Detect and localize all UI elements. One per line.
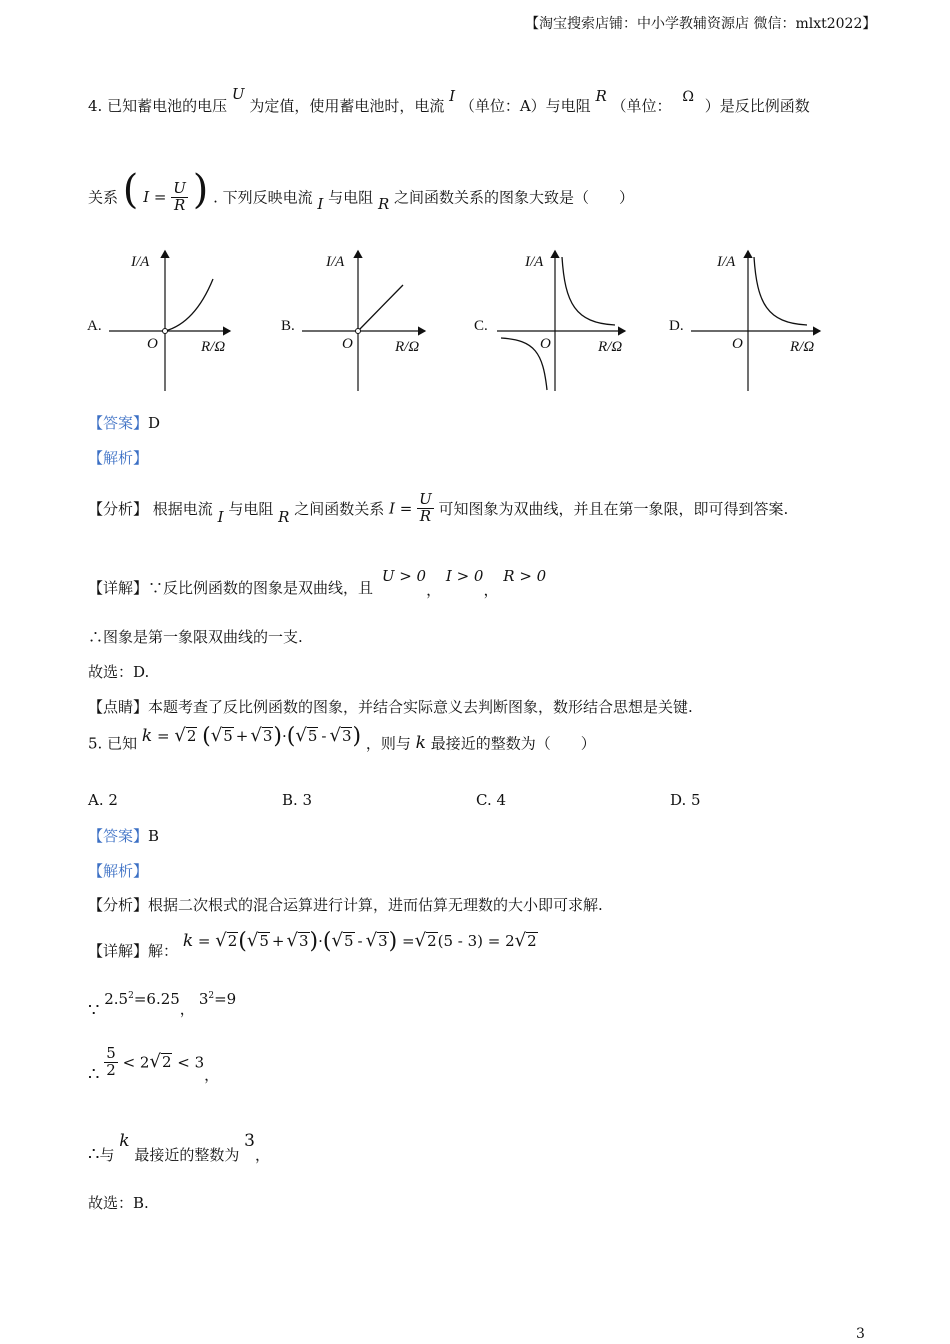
q4-comment [88, 696, 693, 717]
var-k: k [415, 733, 426, 753]
var-R: R [377, 195, 390, 213]
origin-label: O [342, 336, 353, 352]
q5-because-line [88, 988, 237, 1021]
eq-sign: = [402, 932, 415, 950]
sqrt-2: √ 2 [149, 1051, 172, 1073]
analysis-tag: 【分析】 [88, 499, 149, 518]
var-R: R [278, 508, 290, 527]
q4-jiexi-tag: 【解析】 [88, 449, 149, 467]
q5-option-c[interactable]: C. 4 [476, 791, 507, 809]
inequality-middle: < 2 [122, 1053, 150, 1072]
q5-inequality-line [88, 1044, 220, 1086]
q4-stem-text: 与电阻 [328, 188, 374, 207]
x-axis-label: R/Ω [201, 339, 226, 355]
fraction-numerator: U [173, 178, 186, 197]
because-symbol: ∵ [88, 1000, 100, 1021]
comma: ， [204, 1066, 220, 1085]
q5-stem-text: ，则与 [365, 734, 411, 753]
sqrt-3: √ 3 [329, 725, 352, 746]
power-result: =6.25 [133, 990, 180, 1008]
y-axis-label: I/A [131, 254, 150, 270]
q4-answer [88, 412, 160, 433]
radicand: 3 [298, 932, 309, 950]
dot-sign: · [318, 932, 323, 950]
graph-option-b[interactable] [281, 251, 425, 391]
q4-stem-text: 之间函数关系的图象大致是（ ） [394, 188, 635, 207]
graph-option-a[interactable] [87, 251, 230, 391]
condition-r: R > 0 [503, 567, 547, 585]
q4-stem-text: 4. 已知蓄电池的电压 [88, 97, 228, 115]
analysis-text: 之间函数关系 [294, 499, 385, 518]
sqrt-5: √ 5 [210, 725, 233, 746]
power-exponent: 2 [128, 991, 134, 1001]
q4-detail-line2: ∴图象是第一象限双曲线的一支. [88, 628, 303, 646]
q4-analysis [88, 492, 788, 525]
graph-option-d[interactable] [669, 251, 820, 391]
eq-sign: = [156, 727, 170, 745]
answer-tag: 【答案】 [88, 414, 149, 432]
inequality-end: < 3 [177, 1053, 205, 1072]
answer-value: B [148, 827, 160, 845]
origin-label: O [732, 336, 743, 352]
radicand: 5 [343, 932, 354, 950]
analysis-text: 根据二次根式的混合运算进行计算，进而估算无理数的大小即可求解. [148, 896, 603, 914]
sqrt-2: √ 2 [514, 930, 537, 951]
q4-detail [88, 565, 547, 599]
formula-eq: = [153, 188, 167, 206]
radicand: 2 [227, 932, 238, 950]
conclusion-text: 与 [99, 1146, 115, 1164]
q4-stem-text: ）是反比例函数 [704, 97, 810, 115]
q5-jiexi-tag: 【解析】 [88, 862, 149, 880]
comma: ， [179, 1000, 195, 1018]
q4-detail-line3: 故选：D. [88, 663, 150, 681]
x-axis-label: R/Ω [598, 339, 623, 355]
power-base: 3 [198, 990, 209, 1008]
answer-tag: 【答案】 [88, 827, 149, 845]
q5-stem: 5. 已知 k = √ 2 ( √ 5 + √ 3 )·( √ 5 - √ 3 ) ，则与 k 最接近的整数为（ ） [88, 724, 596, 753]
answer-value: D [148, 414, 161, 432]
q5-final: 故选：B. [88, 1194, 149, 1212]
var-k: k [141, 726, 153, 746]
q5-option-a[interactable]: A. 2 [88, 791, 118, 809]
sqrt-2: √ 2 [174, 725, 197, 746]
q5-option-b[interactable]: B. 3 [282, 791, 313, 809]
curve-increasing [165, 279, 213, 331]
option-letter: A. [87, 318, 102, 334]
analysis-tag: 【分析】 [88, 896, 149, 914]
dot-sign: · [281, 727, 287, 745]
power-base: 2.5 [104, 990, 129, 1008]
power-exponent: 2 [208, 991, 215, 1001]
sqrt-2: √ 2 [215, 930, 238, 951]
sqrt-3: √ 3 [286, 930, 309, 951]
q5-analysis [88, 894, 603, 915]
radicand: 2 [527, 932, 537, 950]
q5-option-d[interactable]: D. 5 [670, 791, 701, 809]
radicand: 2 [427, 932, 437, 950]
option-letter: C. [474, 318, 488, 334]
eq-sign: = [197, 932, 211, 950]
inequality-fraction [104, 1046, 118, 1079]
formula-fraction [417, 492, 434, 525]
fraction-denominator: R [173, 195, 186, 214]
q4-stem-text: （单位： [611, 97, 672, 115]
radicand: 2 [161, 1053, 172, 1072]
comma: ， [254, 1146, 270, 1164]
q5-closest-line [88, 1130, 270, 1165]
radicand: 5 [223, 727, 233, 745]
ohm-symbol: Ω [682, 89, 694, 105]
q4-stem-text: . 下列反映电流 [213, 188, 313, 207]
q4-stem-text: （单位：A）与电阻 [459, 97, 591, 115]
plus-sign: + [271, 932, 285, 950]
radicand: 2 [186, 727, 197, 745]
curve-hyperbola-q1 [754, 257, 807, 325]
condition-i: I > 0 [445, 567, 484, 585]
graphs-svg [85, 243, 865, 398]
therefore-symbol: ∴ [88, 1144, 100, 1165]
radicand: 5 [307, 727, 318, 745]
origin-label: O [540, 336, 551, 352]
formula-eq: = [399, 499, 413, 518]
fraction-numerator: U [419, 490, 432, 508]
curve-linear [358, 285, 403, 331]
radicand: 3 [262, 727, 273, 745]
option-letter: B. [281, 318, 295, 334]
sqrt-5: √ 5 [331, 930, 354, 951]
x-axis-label: R/Ω [395, 339, 420, 355]
y-axis-label: I/A [717, 254, 736, 270]
formula-fraction [171, 178, 188, 214]
page-number: 3 [856, 1326, 865, 1342]
radicand: 3 [378, 932, 388, 950]
comment-tag: 【点睛】 [88, 698, 149, 716]
comma: ， [426, 581, 442, 599]
detail-text: 解： [148, 942, 179, 960]
q4-stem-line1 [88, 85, 810, 116]
analysis-text: 根据电流 [152, 499, 213, 518]
var-R: R [595, 87, 607, 105]
conclusion-text: 最接近的整数为 [134, 1146, 240, 1164]
var-k: k [119, 1131, 130, 1151]
formula-I: I [388, 499, 395, 518]
formula-I: I [143, 188, 150, 206]
fraction-denominator: 2 [106, 1060, 116, 1079]
detail-text: ∵反比例函数的图象是双曲线，且 [148, 579, 374, 597]
condition-u: U > 0 [381, 567, 427, 585]
comment-text: 本题考查了反比例函数的图象，并结合实际意义去判断图象，数形结合思想是关键. [148, 698, 693, 716]
origin-label: O [147, 336, 158, 352]
comma: ， [483, 581, 499, 599]
q5-answer [88, 825, 159, 846]
q4-stem-text: 为定值，使用蓄电池时，电流 [249, 97, 445, 115]
q5-stem-text: 最接近的整数为（ ） [430, 734, 596, 753]
var-k: k [182, 931, 194, 951]
q5-detail: 【详解】解： k = √ 2 ( √ 5 + √ 3 )·( √ 5 - √ 3 ) = √ 2 (5 - 3) = 2 √ 2 [88, 929, 537, 960]
minus-sign: - [321, 727, 327, 745]
sqrt-5: √ 5 [246, 930, 269, 951]
fraction-denominator: R [419, 506, 432, 525]
x-axis-label: R/Ω [790, 339, 815, 355]
detail-middle: (5 - 3) = 2 [437, 932, 515, 950]
analysis-text: 与电阻 [228, 499, 274, 518]
sqrt-2: √ 2 [414, 930, 437, 951]
minus-sign: - [357, 932, 363, 950]
q4-stem-line2: 关系 ( I = $\frac{U}{R}$ ) . 下列反映电流 I 与电阻 R 之间函数关系的图象大致是（ ） [88, 167, 635, 214]
curve-hyperbola-q1 [562, 257, 615, 325]
var-U: U [231, 85, 245, 103]
closest-integer: 3 [244, 1131, 255, 1151]
radicand: 3 [341, 727, 352, 745]
var-I: I [449, 87, 456, 105]
sqrt-5: √ 5 [295, 725, 318, 746]
radicand: 5 [259, 932, 269, 950]
var-I: I [217, 508, 224, 527]
var-I: I [317, 195, 324, 213]
y-axis-label: I/A [326, 254, 345, 270]
power-result: =9 [214, 990, 237, 1008]
therefore-symbol: ∴ [88, 1064, 100, 1086]
detail-tag: 【详解】 [88, 579, 149, 597]
q4-graph-options [85, 243, 865, 398]
graph-option-c[interactable] [474, 251, 625, 391]
sqrt-3: √ 3 [250, 725, 273, 746]
q5-stem-text: 5. 已知 [88, 734, 138, 753]
sqrt-3: √ 3 [365, 930, 388, 951]
option-letter: D. [669, 318, 684, 334]
analysis-text: 可知图象为双曲线，并且在第一象限，即可得到答案. [438, 499, 789, 518]
header-shop-note: 【淘宝搜索店铺：中小学教辅资源店 微信：mlxt2022】 [525, 16, 877, 32]
q4-stem-text: 关系 [88, 188, 119, 207]
plus-sign: + [235, 727, 249, 745]
y-axis-label: I/A [525, 254, 544, 270]
fraction-numerator: 5 [106, 1044, 116, 1062]
detail-tag: 【详解】 [88, 942, 149, 960]
